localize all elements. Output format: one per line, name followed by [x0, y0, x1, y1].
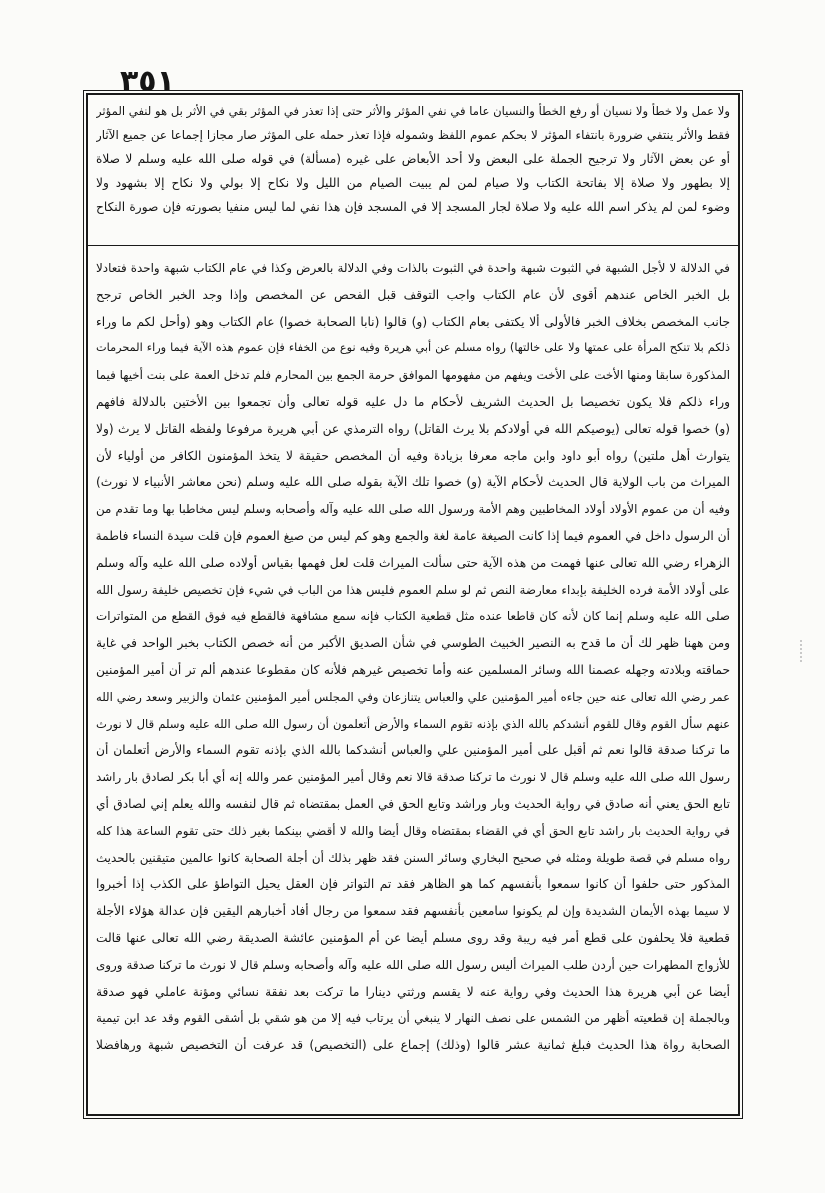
text-line: يتوارث أهل ملتين) رواه أبو داود وابن ماجه معرفا بزيادة وفيه أن المخصص حقيقة لا يتخذ المؤمنون الكافر من أولياء لأن [96, 448, 730, 463]
text-line: قطعية فلا يحلفون على قطع أمر فيه ريبة وقد روى مسلم أيضا عن أم المؤمنين عائشة الصديقة رضي الله تعالى عنها قالت [96, 930, 730, 945]
text-line: الزهراء رضي الله تعالى عنها فهمت من هذه الآية حتى سألت الميراث قلت لعل فهمها بقياس أولاده صلى الله عليه وآله وسلم [96, 555, 730, 570]
text-line: (و) خصوا قوله تعالى (يوصيكم الله في أولادكم بلا يرث القاتل) رواه الترمذي عن أبي هريرة مرفوعا ولفظه القاتل لا يرث (ولا [96, 421, 730, 436]
top-text-block [96, 99, 730, 219]
main-text-block [96, 255, 730, 1059]
text-line: بل الخبر الخاص عندهم أقوى لأن عام الكتاب واجب التوقف قبل الفحص عن المخصص وإذا وجد الخبر الخاص ترجح [96, 287, 730, 302]
text-line: وفيه أن من عموم الأولاد أولاد المخاطبين وهم الأمة ورسول الله صلى الله عليه وآله وأصحابه وسلم ليس مخاطبا بها وما تقدم من [96, 502, 730, 517]
text-line: وضوء لمن لم يذكر اسم الله عليه ولا صلاة لجار المسجد إلا في المسجد فإن هذا نفي لما ليس منفيا بصورته فإن صورة النكاح [96, 200, 730, 214]
text-line: عنهم سأل القوم وقال للقوم أنشدكم بالله الذي بإذنه تقوم السماء والأرض أتعلمون أن رسول الله صلى الله عليه وسلم قال لا نورث [96, 716, 730, 731]
text-line: المذكور حتى حلفوا أن كانوا سمعوا بأنفسهم كما هو الظاهر فقد تم التواتر فإن العقل يحيل التواطؤ على الكذب إذا أخبروا [96, 877, 730, 892]
text-line: ولا عمل ولا خطأ ولا نسيان أو رفع الخطأ والنسيان عاما في نفي المؤثر والأثر حتى إذا تعذر في المؤثر بقي في الأثر بل هو لنفي المؤثر [96, 104, 730, 118]
text-line: أو عن بعض الآثار ولا ترجيح الجملة على البعض ولا أحد الأبعاض على غيره (مسألة) في قوله صلى الله عليه وسلم لا صلاة [96, 152, 730, 166]
section-divider [88, 245, 738, 246]
text-line: تابع الحق يعني أنه صادق في رواية الحديث وبار وراشد وتابع الحق في العمل بمقتضاه ثم قال لنفسه والله يعلم إني لصادق أي [96, 796, 730, 811]
text-line: صلى الله عليه وسلم إنما كان لأنه كان قاطعا عنده مثل قطعية الكتاب فإنه سمع مشافهة فالقطع فيه فوق القطع من المتواترات [96, 609, 730, 624]
text-line: المذكورة سابقا ومنها الأخت على الأخت ويفهم من مفهومها الموافق حرمة الجمع بين المحارم فلم تدخل العمة على بنت أخيها فيما [96, 368, 730, 383]
text-line: في الدلالة لا لأجل الشبهة في الثبوت شبهة واحدة في الثبوت بالذات وفي الدلالة بالعرض وكذا في عام الكتاب شبهة واحدة فتعادلا [96, 261, 730, 275]
text-line: ذلكم بلا تنكح المرأة على عمتها ولا على خالتها) رواه مسلم عن أبي هريرة وفيه نوع من الخفاء فإن عموم هذه الآية فيما وراء المحرمات [96, 341, 730, 355]
text-line: حماقته وبلادته وجهله عصمنا الله وسائر المسلمين عنه وأما تخصيص غيرهم فلأنه كان مقطوعا عندهم ألم تر أن أمير المؤمنين [96, 662, 730, 677]
margin-pencil-mark [800, 640, 802, 664]
text-line: فقط والأثر ينتفي ضرورة بانتفاء المؤثر لا بحكم عموم اللفظ وشموله فإذا تعذر حمله على المؤثر صار مجازا إجماعا عن جميع الآثار [96, 128, 730, 142]
text-line: عمر رضي الله تعالى عنه حين جاءه أمير المؤمنين علي والعباس يتنازعان وفي المجلس أمير المؤمنين عثمان والزبير وسعد رضي الله [96, 689, 730, 704]
text-line: أيضا عن أبي هريرة هذا الحديث وفي رواية عنه لا يقسم ورثتي دينارا ما تركت بعد نفقة نسائي ومؤنة عاملي فهو صدقة [96, 984, 730, 999]
text-line: الصحابة رواة هذا الحديث فبلغ ثمانية عشر قالوا (وذلك) إجماع على (التخصيص) قد عرفت أن التخصيص شبهة ورهافضلا [96, 1038, 730, 1053]
text-line: في رواية الحديث بار راشد تابع الحق أي في القضاء بمقتضاه وقال أيضا والله لا أقضي بينكما بغير ذلك حتى تقوم الساعة هذا كله [96, 823, 730, 838]
text-line: ومن ههنا ظهر لك أن ما قدح به النصير الخبيث الطوسي في شأن الصديق الأكبر من أنه خصص الكتاب بخبر الواحد في غاية [96, 636, 730, 651]
text-line: أن الرسول داخل في العموم فيما إذا كانت الصيغة عامة لغة والجمع وهو كم ليس من صيغ العموم فإن قلت سيدة النساء فاطمة [96, 528, 730, 543]
text-line: رواه مسلم في قصة طويلة ومثله في صحيح البخاري وسائر السنن فقد ظهر بذلك أن أجلة الصحابة كانوا عالمين متيقنين بالحديث [96, 850, 730, 865]
text-line: جانب المخصص بخلاف الخبر فالأولى ألا يكتفى بعام الكتاب (و) قالوا (نابا الصحابة خصوا) عام الكتاب وهو (وأحل لكم ما وراء [96, 314, 730, 329]
page-number: ٣٥١ [120, 64, 175, 99]
page-frame [86, 93, 740, 1116]
text-line: لا سيما بهذه الأيمان الشديدة وإن لم يكونوا سامعين بأنفسهم فقد سمعوا من رجال أفاد أخبارهم اليقين فإن عدالة هؤلاء الأجلة [96, 904, 730, 919]
text-line: إلا بطهور ولا صلاة إلا بفاتحة الكتاب ولا صيام لمن لم يبيت الصيام من الليل ولا نكاح إلا بولي ولا نكاح إلا بشهود ولا [96, 176, 730, 190]
text-line: للأزواج المطهرات حين أردن طلب الميراث أليس رسول الله صلى الله عليه وآله وأصحابه وسلم قال لا نورث ما تركنا صدقة وروى [96, 957, 730, 972]
text-line: وراء ذلكم فلا يكون تخصيصا بل الحديث الشريف لأحكام ما دل عليه قوله تعالى وأن تجمعوا بين الأختين بالدلالة فافهم [96, 394, 730, 409]
text-line: رسول الله صلى الله عليه وسلم قال لا نورث ما تركنا صدقة قالا نعم وقال أمير المؤمنين عمر والله إنه أي أبا بكر لصادق بار راشد [96, 770, 730, 785]
text-line: وبالجملة إن قطعيته أظهر من الشمس على نصف النهار لا ينبغي أن يرتاب فيه إلا من هو شقي بل أشقى القوم وقد عد ابن تيمية [96, 1011, 730, 1026]
text-line: الميراث من باب الولاية قال الحديث لأحكام الآية (و) خصوا تلك الآية بقوله صلى الله عليه وسلم (نحن معاشر الأنبياء لا نورث) [96, 475, 730, 490]
text-line: ما تركنا صدقة قالوا نعم ثم أقبل على أمير المؤمنين علي والعباس أنشدكما بالله الذي بإذنه تقوم السماء والأرض أتعلمان أن [96, 743, 730, 758]
text-line: على أولاد الأمة فرده الخليفة بإبداء معارضة النص ثم لو سلم العموم فليس هذا من الباب في شيء فإن تخصيص خليفة رسول الله [96, 582, 730, 597]
